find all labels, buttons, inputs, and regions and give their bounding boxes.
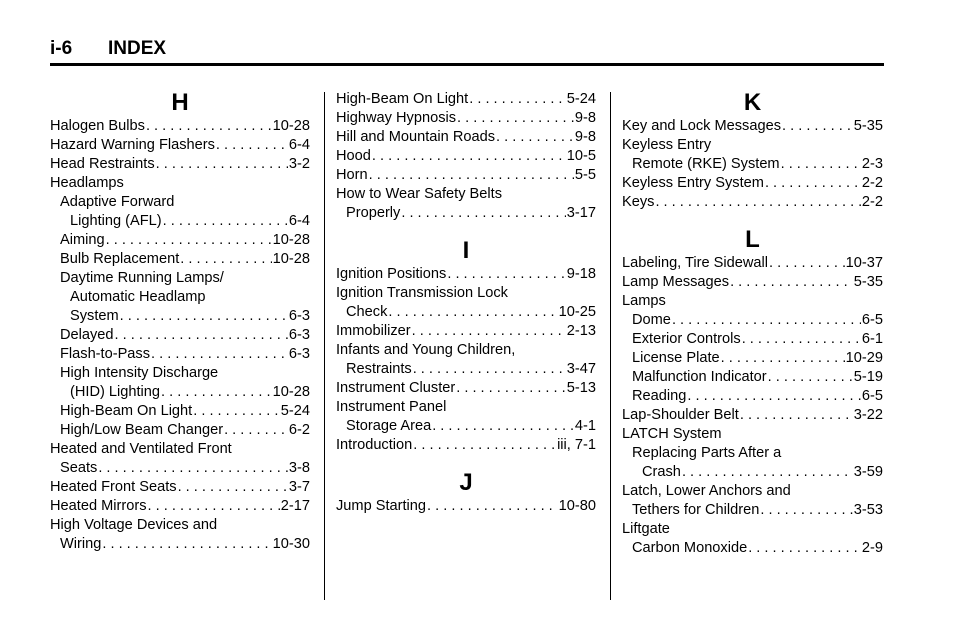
entry-page-ref: 3-22 (853, 407, 883, 423)
dot-leader (672, 311, 861, 330)
entry-term: Restraints (346, 361, 412, 377)
index-entry (70, 212, 310, 231)
index-entry (336, 147, 596, 166)
section-letter-j: J (459, 469, 473, 496)
entry-term: Hood (336, 148, 371, 164)
index-entry (60, 231, 310, 250)
dot-leader (224, 421, 288, 440)
entry-term: Instrument Panel (336, 399, 447, 415)
index-entry (336, 166, 596, 185)
entry-page-ref: 6-4 (288, 137, 310, 153)
entry-term: Flash-to-Pass (60, 346, 151, 362)
page-number: i-6 (50, 38, 73, 59)
entry-page-ref: 5-35 (853, 118, 883, 134)
index-entry (50, 155, 310, 174)
entry-term: Labeling, Tire Sidewall (622, 255, 769, 271)
index-entry (622, 425, 883, 444)
entry-page-ref: 6-2 (288, 422, 310, 438)
dot-leader (401, 204, 565, 223)
section-letter-h: H (171, 89, 189, 116)
entry-term: Malfunction Indicator (632, 369, 767, 385)
entry-term: (HID) Lighting (70, 384, 161, 400)
index-entry (622, 193, 883, 212)
entry-term: Replacing Parts After a (632, 445, 782, 461)
entry-page-ref: 2-9 (861, 540, 883, 556)
entry-term: Ignition Positions (336, 266, 447, 282)
dot-leader (372, 147, 566, 166)
entry-page-ref: 6-4 (288, 213, 310, 229)
index-entry (632, 444, 883, 463)
index-entry (50, 174, 310, 193)
index-entry (336, 497, 596, 516)
dot-leader (151, 345, 288, 364)
entry-term: Tethers for Children (632, 502, 760, 518)
dot-leader (782, 117, 853, 136)
entry-term: Latch, Lower Anchors and (622, 483, 791, 499)
dot-leader (98, 459, 288, 478)
index-entry (60, 250, 310, 269)
entry-term: Halogen Bulbs (50, 118, 145, 134)
entry-term: Aiming (60, 232, 105, 248)
dot-leader (161, 383, 272, 402)
entry-page-ref: 5-35 (853, 274, 883, 290)
entry-term: Carbon Monoxide (632, 540, 748, 556)
index-entry (60, 193, 310, 212)
entry-page-ref: 5-24 (566, 91, 596, 107)
section-letter-l: L (745, 226, 760, 253)
entry-term: License Plate (632, 350, 720, 366)
index-entry (336, 128, 596, 147)
entry-term: Bulb Replacement (60, 251, 180, 267)
index-entry (632, 349, 883, 368)
dot-leader (768, 368, 853, 387)
dot-leader (742, 330, 861, 349)
entry-term: Lamp Messages (622, 274, 730, 290)
entry-page-ref: 10-25 (558, 304, 596, 320)
entry-page-ref: 2-2 (861, 194, 883, 210)
entry-term: Highway Hypnosis (336, 110, 457, 126)
entry-term: Adaptive Forward (60, 194, 175, 210)
index-entry (60, 402, 310, 421)
entry-page-ref: 6-5 (861, 388, 883, 404)
index-entry (622, 254, 883, 273)
entry-page-ref: 3-7 (288, 479, 310, 495)
index-entry (642, 463, 883, 482)
dot-leader (163, 212, 288, 231)
index-entry (622, 174, 883, 193)
entry-term: Heated and Ventilated Front (50, 441, 232, 457)
dot-leader (740, 406, 853, 425)
index-entry (60, 535, 310, 554)
entry-term: Storage Area (346, 418, 432, 434)
entry-page-ref: 10-5 (566, 148, 596, 164)
index-entry (346, 303, 596, 322)
dot-leader (447, 265, 565, 284)
index-entry (50, 117, 310, 136)
page-header (50, 38, 884, 64)
dot-leader (120, 307, 288, 326)
dot-leader (106, 231, 272, 250)
entry-term: Remote (RKE) System (632, 156, 780, 172)
dot-leader (413, 360, 566, 379)
entry-page-ref: 10-30 (272, 536, 310, 552)
index-entry (336, 322, 596, 341)
dot-leader (193, 402, 280, 421)
index-entry (632, 330, 883, 349)
dot-leader (180, 250, 271, 269)
entry-page-ref: 3-53 (853, 502, 883, 518)
entry-page-ref: 10-29 (845, 350, 883, 366)
entry-term: Infants and Young Children, (336, 342, 516, 358)
dot-leader (469, 90, 566, 109)
dot-leader (148, 497, 280, 516)
dot-leader (427, 497, 558, 516)
section-letter-k: K (743, 89, 762, 116)
index-entry (336, 379, 596, 398)
index-entry (632, 387, 883, 406)
entry-term: Headlamps (50, 175, 124, 191)
index-entry (50, 478, 310, 497)
page-title: INDEX (108, 38, 167, 59)
index-entry (70, 307, 310, 326)
dot-leader (721, 349, 845, 368)
entry-term: High/Low Beam Changer (60, 422, 224, 438)
entry-term: Jump Starting (336, 498, 427, 514)
dot-leader (178, 478, 288, 497)
entry-term: Immobilizer (336, 323, 411, 339)
dot-leader (102, 535, 271, 554)
entry-term: Lighting (AFL) (70, 213, 162, 229)
entry-term: Key and Lock Messages (622, 118, 781, 134)
entry-term: Keys (622, 194, 655, 210)
index-entry (70, 288, 310, 307)
dot-leader (412, 322, 566, 341)
dot-leader (156, 155, 288, 174)
index-entry (336, 90, 596, 109)
entry-term: Introduction (336, 437, 413, 453)
dot-leader (760, 501, 852, 520)
entry-page-ref: 9-18 (566, 266, 596, 282)
entry-term: How to Wear Safety Belts (336, 186, 503, 202)
entry-page-ref: 6-1 (861, 331, 883, 347)
column-divider-2 (610, 92, 611, 600)
index-entry (336, 109, 596, 128)
entry-page-ref: iii, 7-1 (557, 437, 596, 453)
entry-page-ref: 9-8 (574, 129, 596, 145)
entry-page-ref: 5-13 (566, 380, 596, 396)
entry-page-ref: 2-2 (861, 175, 883, 191)
entry-page-ref: 3-2 (288, 156, 310, 172)
entry-page-ref: 10-28 (272, 251, 310, 267)
entry-page-ref: 5-24 (280, 403, 310, 419)
entry-page-ref: 4-1 (574, 418, 596, 434)
entry-page-ref: 5-19 (853, 369, 883, 385)
index-entry (60, 421, 310, 440)
index-entry (60, 326, 310, 345)
entry-page-ref: 2-17 (280, 498, 310, 514)
index-entry (622, 482, 883, 501)
entry-page-ref: 9-8 (574, 110, 596, 126)
index-entry (346, 360, 596, 379)
dot-leader (496, 128, 574, 147)
dot-leader (369, 166, 574, 185)
header-rule (50, 63, 884, 66)
entry-page-ref: 3-8 (288, 460, 310, 476)
entry-term: Dome (632, 312, 671, 328)
entry-term: Seats (60, 460, 98, 476)
index-entry (336, 265, 596, 284)
index-entry (336, 284, 596, 303)
dot-leader (765, 174, 861, 193)
entry-term: Reading (632, 388, 687, 404)
index-entry (50, 136, 310, 155)
entry-term: Delayed (60, 327, 114, 343)
index-entry (60, 345, 310, 364)
index-entry (632, 155, 883, 174)
entry-term: Wiring (60, 536, 102, 552)
dot-leader (115, 326, 288, 345)
index-entry (50, 516, 310, 535)
index-entry (632, 311, 883, 330)
index-entry (346, 417, 596, 436)
dot-leader (687, 387, 861, 406)
entry-page-ref: 3-47 (566, 361, 596, 377)
entry-page-ref: 6-3 (288, 346, 310, 362)
index-entry (622, 292, 883, 311)
dot-leader (730, 273, 853, 292)
entry-page-ref: 2-13 (566, 323, 596, 339)
entry-term: Check (346, 304, 388, 320)
dot-leader (457, 109, 574, 128)
index-entry (346, 204, 596, 223)
index-entry (632, 501, 883, 520)
entry-term: High-Beam On Light (60, 403, 193, 419)
dot-leader (655, 193, 860, 212)
entry-term: High Voltage Devices and (50, 517, 218, 533)
index-entry (60, 364, 310, 383)
entry-term: High Intensity Discharge (60, 365, 219, 381)
entry-page-ref: 10-28 (272, 118, 310, 134)
entry-page-ref: 5-5 (574, 167, 596, 183)
entry-term: LATCH System (622, 426, 722, 442)
index-entry (632, 368, 883, 387)
entry-term: Heated Mirrors (50, 498, 147, 514)
column-divider-1 (324, 92, 325, 600)
dot-leader (748, 539, 861, 558)
dot-leader (413, 436, 556, 455)
entry-term: Daytime Running Lamps/ (60, 270, 224, 286)
index-entry (336, 398, 596, 417)
entry-page-ref: 2-3 (861, 156, 883, 172)
index-entry (622, 136, 883, 155)
index-entry (336, 185, 596, 204)
index-entry (336, 341, 596, 360)
entry-term: Keyless Entry (622, 137, 712, 153)
entry-term: Hill and Mountain Roads (336, 129, 495, 145)
entry-page-ref: 10-37 (845, 255, 883, 271)
index-entry (632, 539, 883, 558)
index-entry (60, 459, 310, 478)
entry-term: Instrument Cluster (336, 380, 456, 396)
entry-term: Automatic Headlamp (70, 289, 206, 305)
dot-leader (781, 155, 861, 174)
index-entry (60, 269, 310, 288)
entry-term: Head Restraints (50, 156, 155, 172)
entry-term: High-Beam On Light (336, 91, 469, 107)
entry-page-ref: 6-3 (288, 327, 310, 343)
entry-term: System (70, 308, 119, 324)
entry-term: Properly (346, 205, 401, 221)
entry-page-ref: 3-17 (566, 205, 596, 221)
dot-leader (432, 417, 574, 436)
section-letter-i: I (462, 237, 470, 264)
index-entry (50, 497, 310, 516)
entry-page-ref: 10-80 (558, 498, 596, 514)
index-entry (70, 383, 310, 402)
entry-term: Ignition Transmission Lock (336, 285, 508, 301)
index-entry (622, 520, 883, 539)
dot-leader (769, 254, 845, 273)
entry-term: Liftgate (622, 521, 670, 537)
entry-page-ref: 10-28 (272, 384, 310, 400)
index-entry (622, 273, 883, 292)
entry-page-ref: 6-5 (861, 312, 883, 328)
index-entry (336, 436, 596, 455)
entry-page-ref: 3-59 (853, 464, 883, 480)
dot-leader (682, 463, 853, 482)
entry-term: Lap-Shoulder Belt (622, 407, 739, 423)
entry-term: Crash (642, 464, 681, 480)
entry-term: Keyless Entry System (622, 175, 764, 191)
dot-leader (388, 303, 557, 322)
entry-term: Heated Front Seats (50, 479, 177, 495)
index-entry (50, 440, 310, 459)
index-entry (622, 117, 883, 136)
entry-term: Exterior Controls (632, 331, 741, 347)
entry-term: Horn (336, 167, 368, 183)
dot-leader (456, 379, 566, 398)
entry-term: Hazard Warning Flashers (50, 137, 215, 153)
dot-leader (216, 136, 288, 155)
entry-term: Lamps (622, 293, 666, 309)
dot-leader (146, 117, 272, 136)
index-entry (622, 406, 883, 425)
entry-page-ref: 6-3 (288, 308, 310, 324)
entry-page-ref: 10-28 (272, 232, 310, 248)
